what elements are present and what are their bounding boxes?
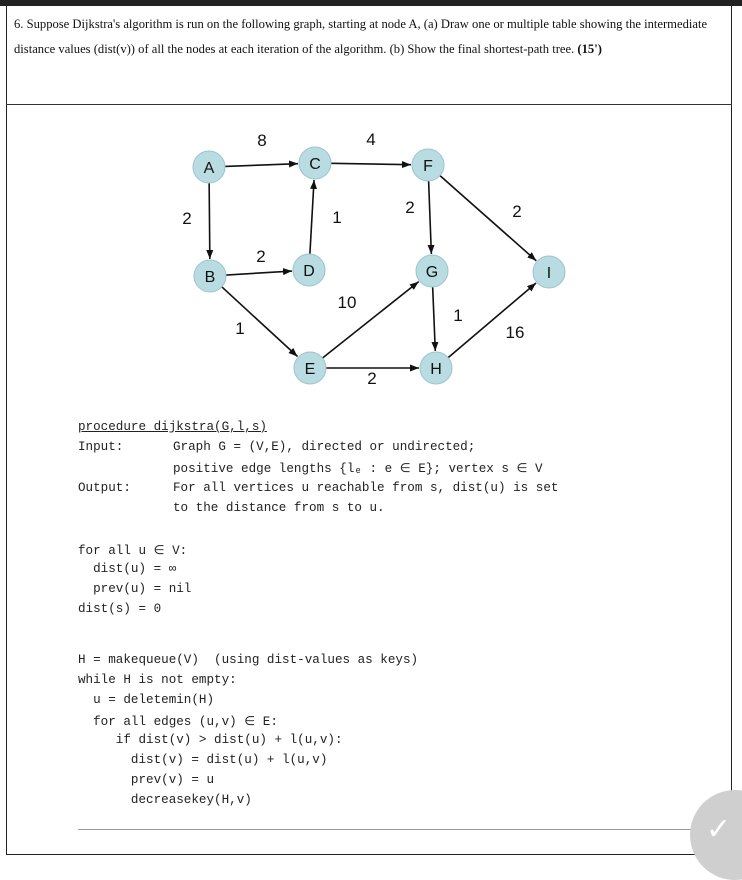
edge-g-h <box>433 287 436 351</box>
input-label: Input: <box>78 440 124 454</box>
node-label: D <box>303 263 315 280</box>
edge-weight-f-g: 2 <box>405 198 415 217</box>
input-line-2: positive edge lengths {lₑ : e ∈ E}; vertex s ∈ V <box>173 462 543 476</box>
node-d <box>293 254 325 286</box>
bottom-rule <box>78 829 704 830</box>
code-line: prev(u) = nil <box>78 582 192 596</box>
edge-b-e <box>222 287 298 357</box>
code-line: u = deletemin(H) <box>78 693 215 707</box>
node-label: A <box>203 160 215 177</box>
node-label: B <box>204 269 216 286</box>
code-line: for all edges (u,v) ∈ E: <box>78 715 278 729</box>
code-line: while H is not empty: <box>78 673 237 687</box>
output-line-1: For all vertices u reachable from s, dist(u) is set <box>173 481 559 495</box>
edge-weight-a-b: 2 <box>182 209 192 228</box>
node-a <box>193 151 225 183</box>
node-f <box>412 149 444 181</box>
code-line: H = makequeue(V) (using dist-values as keys) <box>78 653 419 667</box>
output-line-2: to the distance from s to u. <box>173 501 385 515</box>
node-h <box>420 352 452 384</box>
edge-d-c <box>310 180 314 254</box>
node-c <box>299 147 331 179</box>
edge-weight-e-g: 10 <box>337 293 357 312</box>
node-i <box>533 256 565 288</box>
input-line-1: Graph G = (V,E), directed or undirected; <box>173 440 476 454</box>
code-line: dist(s) = 0 <box>78 602 162 616</box>
edge-weight-g-h: 1 <box>453 306 463 325</box>
edge-weight-a-c: 8 <box>257 131 267 150</box>
edge-a-c <box>225 164 298 167</box>
edge-weight-h-i: 16 <box>505 323 525 342</box>
edge-c-f <box>331 163 411 164</box>
code-line: decreasekey(H,v) <box>78 793 252 807</box>
edge-a-b <box>209 183 210 259</box>
code-line: if dist(v) > dist(u) + l(u,v): <box>78 733 343 747</box>
edge-f-g <box>429 181 432 254</box>
edge-b-d <box>226 271 292 275</box>
edge-f-i <box>440 176 536 261</box>
node-g <box>416 255 448 287</box>
question-body: 6. Suppose Dijkstra's algorithm is run on the following graph, starting at node A, (a) Draw one or multiple table showing the intermediate distance values (dist(v)) of all the nodes at each iteration of the algorithm. (b) Show the final shortest-path tree. <box>14 17 708 56</box>
node-b <box>194 260 226 292</box>
node-label: C <box>309 156 321 173</box>
edge-weight-b-e: 1 <box>235 319 245 338</box>
output-label: Output: <box>78 481 131 495</box>
edge-weight-d-c: 1 <box>332 208 342 227</box>
dijkstra-graph <box>0 0 742 420</box>
node-e <box>294 352 326 384</box>
code-line: dist(v) = dist(u) + l(u,v) <box>78 753 328 767</box>
code-line: dist(u) = ∞ <box>78 562 177 576</box>
code-line: prev(v) = u <box>78 773 215 787</box>
edge-weight-f-i: 2 <box>512 202 522 221</box>
edge-weight-b-d: 2 <box>256 247 266 266</box>
edge-weight-e-h: 2 <box>367 369 377 388</box>
checkmark-icon: ✓ <box>706 812 732 847</box>
question-points: (15') <box>577 41 602 56</box>
code-line: for all u ∈ V: <box>78 544 188 558</box>
node-label: G <box>425 264 439 281</box>
node-label: I <box>546 265 552 282</box>
node-label: H <box>430 361 442 378</box>
node-label: E <box>304 361 316 378</box>
edge-weight-c-f: 4 <box>366 130 376 149</box>
procedure-header: procedure dijkstra(G,l,s) <box>78 420 267 434</box>
node-label: F <box>423 158 433 175</box>
